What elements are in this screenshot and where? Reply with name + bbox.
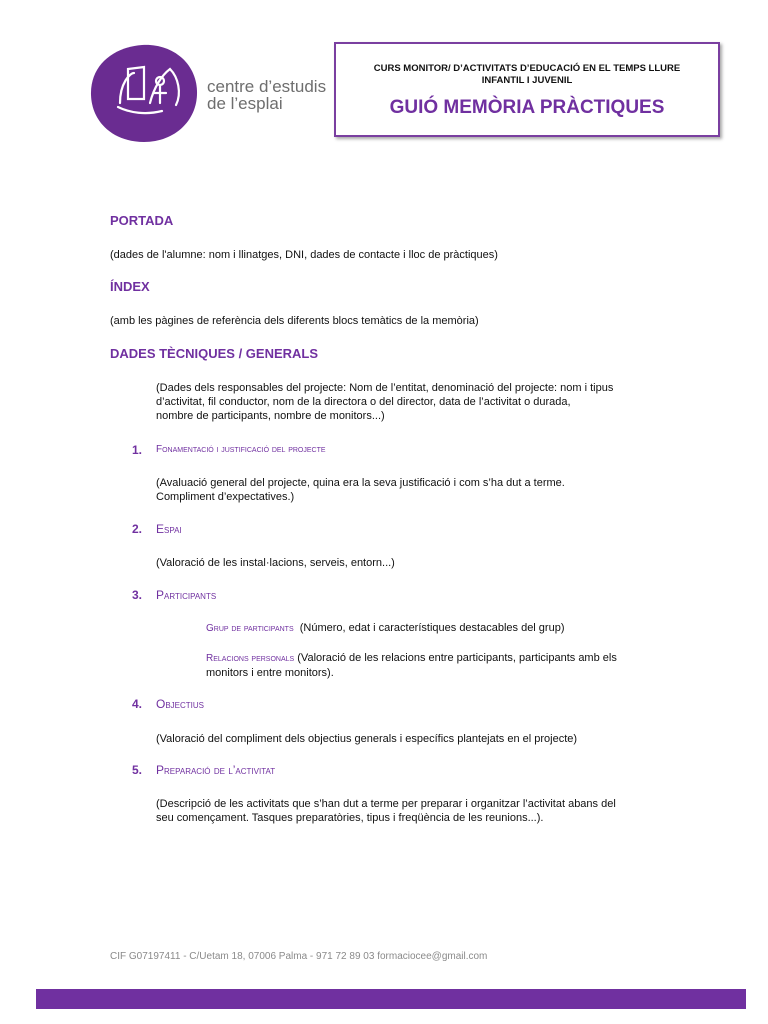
sub-2-label: Relacions personals xyxy=(206,653,295,664)
item-5-desc-line-2: seu començament. Tasques preparatòries, tipus i freqüència de les reunions...). xyxy=(156,812,544,824)
sub-2-desc-line-1: (Valoració de les relacions entre participants, participants amb els xyxy=(297,652,617,664)
title-box xyxy=(334,42,720,137)
sub-1-label: Grup de participants xyxy=(206,623,294,634)
course-name xyxy=(336,63,718,87)
item-2-title: Espai xyxy=(156,522,182,536)
section-portada-title: PORTADA xyxy=(110,213,174,228)
item-5-desc-line-1: (Descripció de les activitats que s’han dut a terme per preparar i organitzar l’activitat abans del xyxy=(156,798,616,810)
logo-line-1: centre d’estudis xyxy=(207,77,327,96)
item-4-number: 4. xyxy=(132,697,143,711)
item-1-desc xyxy=(156,476,565,504)
item-1-title: Fonamentació i justificació del projecte xyxy=(156,444,326,455)
item-1-number: 1. xyxy=(132,443,143,457)
item-5-desc xyxy=(156,797,716,825)
course-line-2: INFANTIL I JUVENIL xyxy=(481,75,573,86)
item-2-desc: (Valoració de les instal·lacions, serveis, entorn...) xyxy=(156,557,395,569)
item-2-number: 2. xyxy=(132,522,143,536)
item-5-title: Preparació de l’activitat xyxy=(156,763,276,777)
course-line-1: CURS MONITOR/ D’ACTIVITATS D’EDUCACIÓ EN EL TEMPS LLURE xyxy=(373,63,681,74)
item-4-title: Objectius xyxy=(156,697,205,711)
section-dades-desc xyxy=(156,381,716,423)
item-1-desc-line-2: Compliment d’expectatives.) xyxy=(156,491,295,503)
logo-line-2: de l’esplai xyxy=(207,94,283,113)
footer-bar xyxy=(36,989,746,1009)
document-title: GUIÓ MEMÒRIA PRÀCTIQUES xyxy=(389,97,665,118)
item-1-desc-line-1: (Avaluació general del projecte, quina era la seva justificació i com s’ha dut a terme. xyxy=(156,477,565,489)
logo-text xyxy=(207,78,326,112)
sub-2-desc-line-2: monitors i entre monitors). xyxy=(206,667,334,679)
item-3-sub-1 xyxy=(206,621,676,636)
section-portada-desc: (dades de l'alumne: nom i llinatges, DNI, dades de contacte i lloc de pràctiques) xyxy=(110,249,498,261)
logo-icon xyxy=(90,43,198,143)
footer-contact: CIF G07197411 - C/Uetam 18, 07006 Palma - 971 72 89 03 formaciocee@gmail.com xyxy=(110,951,488,962)
dades-desc-line-2: d’activitat, fil conductor, nom de la directora o del director, data de l’activitat o durada, xyxy=(156,396,571,408)
item-3-sub-2 xyxy=(206,651,676,681)
dades-desc-line-3: nombre de participants, nombre de monitors...) xyxy=(156,410,385,422)
section-index-desc: (amb les pàgines de referència dels diferents blocs temàtics de la memòria) xyxy=(110,315,479,327)
item-4-desc: (Valoració del compliment dels objectius generals i específics plantejats en el projecte) xyxy=(156,733,578,745)
dades-desc-line-1: (Dades dels responsables del projecte: Nom de l’entitat, denominació del projecte: nom i tipus xyxy=(156,382,614,394)
item-3-number: 3. xyxy=(132,588,143,602)
sub-1-desc: (Número, edat i característiques destacables del grup) xyxy=(299,622,565,634)
section-dades-title: DADES TÈCNIQUES / GENERALS xyxy=(110,346,319,361)
item-5-number: 5. xyxy=(132,763,143,777)
section-index-title: ÍNDEX xyxy=(110,279,150,294)
item-3-title: Participants xyxy=(156,588,217,602)
